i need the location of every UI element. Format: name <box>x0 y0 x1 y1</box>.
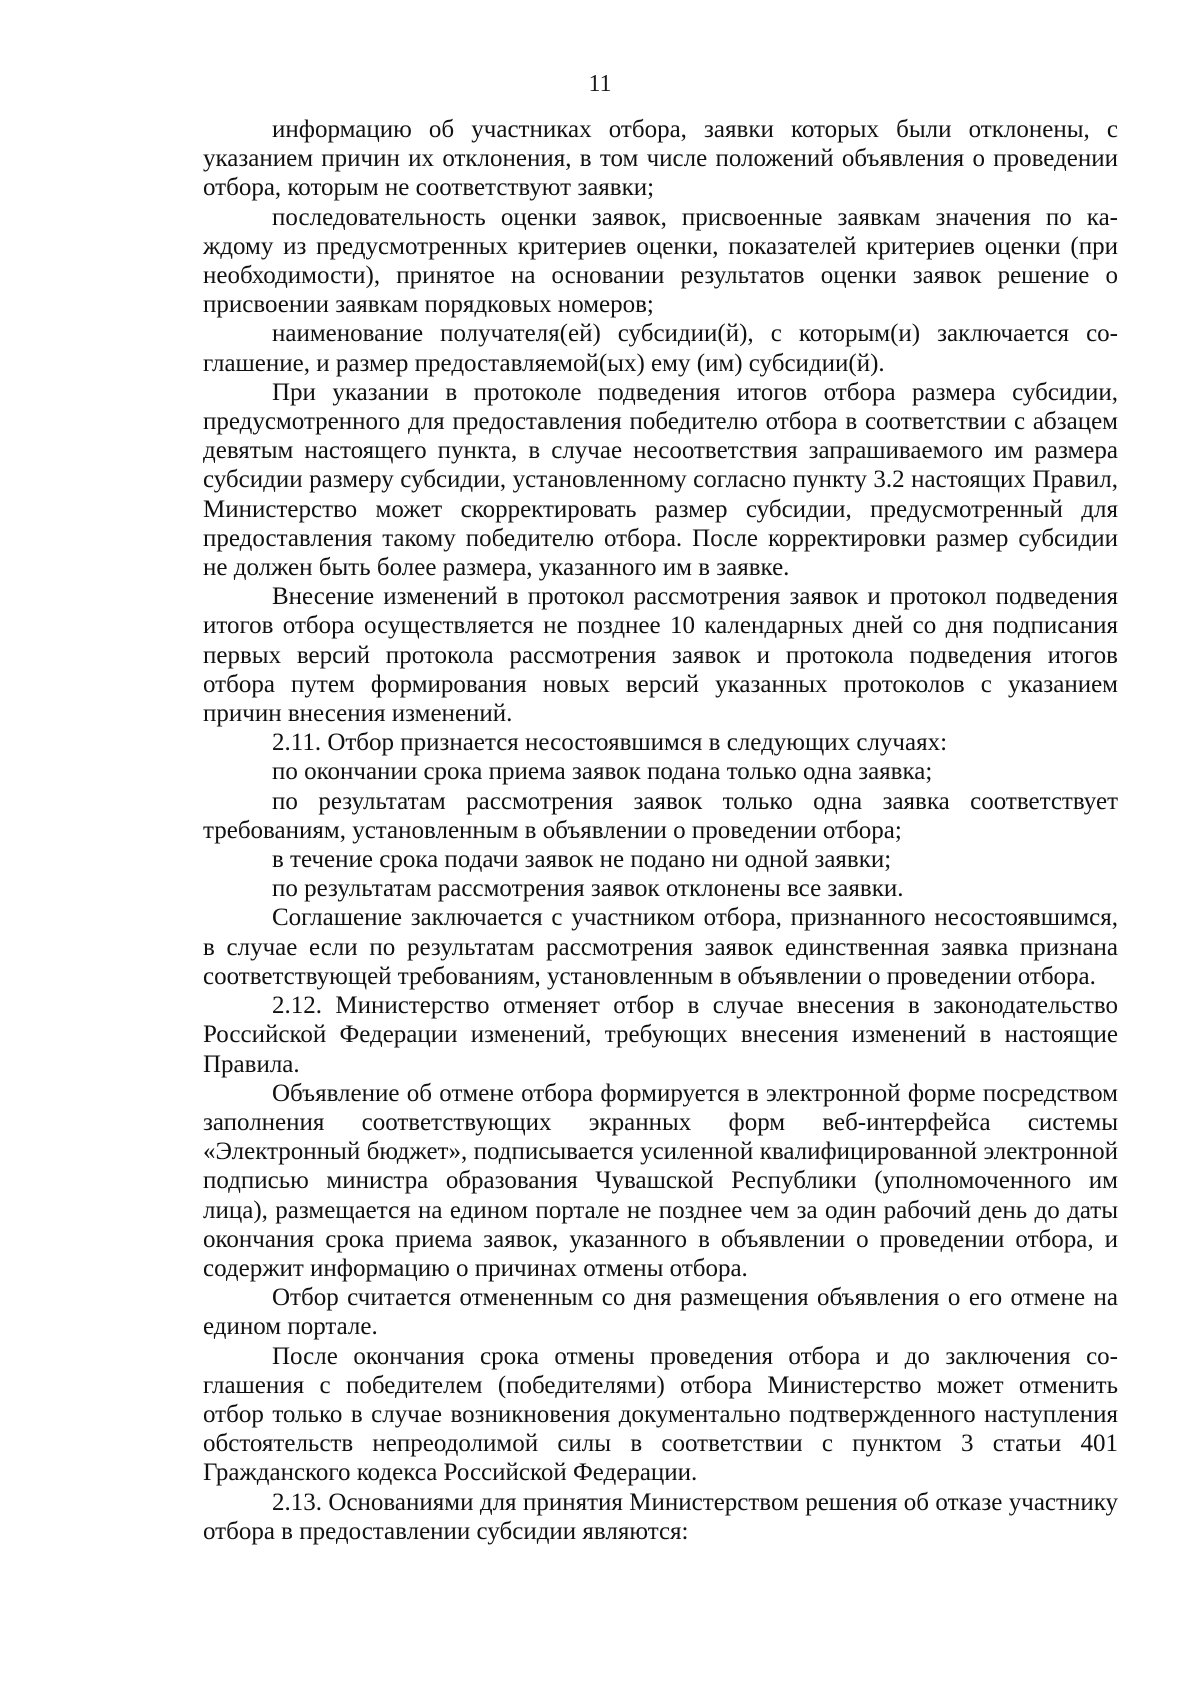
paragraph-cancellation-announcement: Объявление об отмене отбора формируется в электронной форме посредством заполнения соответствующих экранных форм веб-интерфейса системы «Электронный бюджет», подписывается усиленной квалифицированной электронной подписью министра образования Чувашской Республики (уполномоченного им лица), размещается на едином портале не позднее чем за один рабочий день до даты окончания срока приема заявок, указанного в объявлении о проведении отбора, и содержит информацию о причинах отмены отбора. <box>203 1079 1118 1282</box>
page-number: 11 <box>588 71 612 97</box>
paragraph-protocol-changes: Внесение изменений в протокол рассмотрения заявок и протокол подведения итогов отбора осуществляется не позднее 10 календарных дней со дня подписания первых версий протокола рассмотрения заявок и протокола подведения итогов отбора путем формирования новых версий указанных протоколов с указанием причин внесения изменений. <box>203 583 1118 728</box>
document-body <box>203 115 1118 1546</box>
paragraph-subsidy-size-adjustment: При указании в протоколе подведения итогов отбора размера субсидии, предусмотренного для предоставления победителю отбора в соответствии с абзацем девятым настоящего пункта, в случае несоответствия запрашиваемого им размера субсидии размеру субсидии, установленному согласно пункту 3.2 настоящих Правил, Министерство может скорректировать размер субсидии, предусмотренный для предоставления такому победителю отбора. После корректировки размер субсидии не должен быть более размера, указанного им в заявке. <box>203 378 1118 582</box>
paragraph-section-2-12: 2.12. Министерство отменяет отбор в случае внесения в законодательство Российской Федерации изменений, требующих внесения изменений в настоящие Правила. <box>203 992 1118 1078</box>
paragraph-agreement-failed-selection: Соглашение заключается с участником отбора, признанного несостоявшимся, в случае если по результатам рассмотрения заявок единственная заявка признана соответствующей требованиям, установленным в объявлении о проведении отбора. <box>203 904 1118 990</box>
paragraph-evaluation-sequence: последовательность оценки заявок, присвоенные заявкам значения по каждому из предусмотренных критериев оценки, показателей критериев оценки (при необходимости), принятое на основании результатов оценки заявок решение о присвоении заявкам порядковых номеров; <box>203 203 1118 319</box>
paragraph-only-one-application: по окончании срока приема заявок подана только одна заявка; <box>272 758 933 786</box>
paragraph-rejected-participants-info: информацию об участниках отбора, заявки которых были отклонены, с указанием причин их отклонения, в том числе положений объявления о проведении отбора, которым не соответствуют заявки; <box>203 116 1118 202</box>
paragraph-one-application-compliant: по результатам рассмотрения заявок только одна заявка соответствует требованиям, установленным в объявлении о проведении отбора; <box>203 787 1118 844</box>
paragraph-recipient-name: наименование получателя(ей) субсидии(й), с которым(и) заключается соглашение, и размер предоставляемой(ых) ему (им) субсидии(й). <box>203 320 1118 377</box>
paragraph-no-applications: в течение срока подачи заявок не подано ни одной заявки; <box>272 846 892 874</box>
paragraph-section-2-11: 2.11. Отбор признается несостоявшимся в следующих случаях: <box>272 729 948 757</box>
paragraph-cancellation-effective: Отбор считается отмененным со дня размещения объявления о его отмене на едином портале. <box>203 1284 1118 1341</box>
paragraph-all-rejected: по результатам рассмотрения заявок отклонены все заявки. <box>272 875 904 903</box>
paragraph-section-2-13: 2.13. Основаниями для принятия Министерством решения об отказе участнику отбора в предоставлении субсидии являются: <box>203 1488 1118 1545</box>
paragraph-force-majeure: После окончания срока отмены проведения отбора и до заключения соглашения с победителем (победителями) отбора Министерство может отменить отбор только в случае возникновения документально подтвержденного наступления обстоятельств непреодолимой силы в соответствии с пунктом 3 статьи 401 Гражданского кодекса Российской Федерации. <box>203 1342 1118 1487</box>
